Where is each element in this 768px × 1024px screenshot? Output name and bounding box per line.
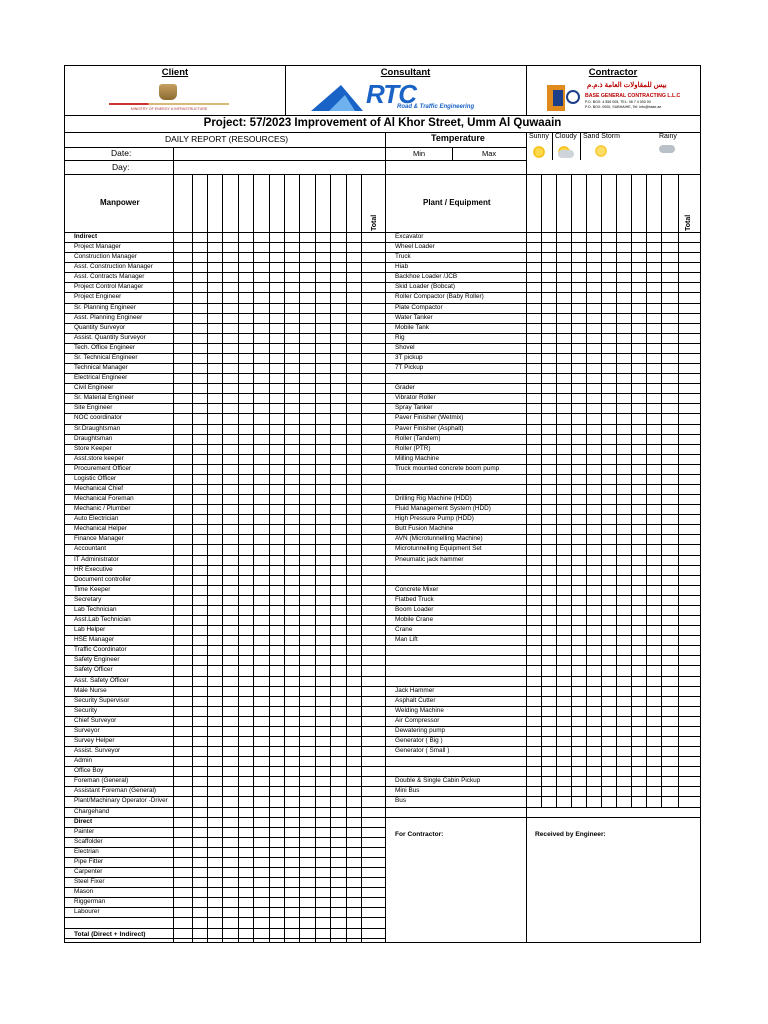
manpower-row-label: Assist. Quantity Surveyor bbox=[74, 333, 146, 341]
grid-row-line bbox=[385, 383, 700, 384]
grid-row-line bbox=[65, 726, 385, 727]
manpower-row-label: Painter bbox=[74, 827, 95, 835]
manpower-row-label: Direct bbox=[74, 817, 93, 825]
grid-row-line bbox=[385, 333, 700, 334]
plant-row-label: Plate Compactor bbox=[395, 303, 443, 311]
grid-row-line bbox=[385, 665, 700, 666]
manpower-row-label: Mechanical Chief bbox=[74, 485, 124, 492]
plant-row-label: AVN (Microtunnelling Machine) bbox=[395, 535, 483, 543]
weather-rainy: Rainy bbox=[659, 133, 677, 140]
plant-row-label: Welding Machine bbox=[395, 706, 444, 714]
grid-row-line bbox=[385, 484, 700, 485]
manpower-row-label: Project Control Manager bbox=[74, 283, 144, 291]
grid-row-line bbox=[385, 363, 700, 364]
grid-row-line bbox=[385, 565, 700, 566]
manpower-row-label: Mason bbox=[74, 888, 94, 896]
grid-row-line bbox=[65, 756, 385, 757]
grid-column-line bbox=[385, 174, 386, 942]
grid-row-line bbox=[385, 807, 700, 808]
project-title: Project: 57/2023 Improvement of Al Khor Street, Umm Al Quwaain bbox=[203, 117, 562, 129]
manpower-row-label: Chief Surveyor bbox=[74, 716, 117, 724]
plant-row-label: 7T Pickup bbox=[395, 364, 424, 372]
logo-stripe bbox=[109, 103, 229, 105]
manpower-row-label: Mechanical Foreman bbox=[74, 495, 134, 503]
manpower-row-label: Sr.Draughtsman bbox=[74, 424, 121, 432]
contractor-contact-1: P.O. BOX: 4 555 005, TEL: 06 7 4 000 00 bbox=[585, 100, 651, 104]
manpower-row-label: Carpenter bbox=[74, 868, 103, 876]
manpower-row-label: HSE Manager bbox=[74, 636, 115, 644]
manpower-row-label: Security Supervisor bbox=[74, 696, 130, 704]
plant-row-label: Mini Bus bbox=[395, 787, 420, 795]
manpower-row-label: Auto Electrician bbox=[74, 515, 119, 523]
manpower-header: Manpower bbox=[100, 198, 140, 207]
grid-row-line bbox=[385, 676, 700, 677]
divider bbox=[526, 132, 527, 174]
grid-row-line bbox=[65, 595, 385, 596]
plant-row-label: Shovel bbox=[395, 343, 415, 351]
plant-row-label: Vibrator Roller bbox=[395, 394, 436, 402]
plant-row-label: Concrete Mixer bbox=[395, 585, 439, 593]
globe-icon bbox=[566, 90, 580, 104]
manpower-row-label: Assistant Foreman (General) bbox=[74, 787, 157, 795]
manpower-row-label: Surveyor bbox=[74, 726, 100, 734]
plant-row-label: Asphalt Cutter bbox=[395, 696, 436, 704]
plant-row-label: Rig bbox=[395, 333, 405, 341]
plant-row-label: Drilling Rig Machine (HDD) bbox=[395, 495, 472, 503]
manpower-row-label: Assist. Surveyor bbox=[74, 747, 121, 755]
manpower-row-label: Lab Helper bbox=[74, 626, 106, 634]
grid-row-line bbox=[385, 796, 700, 797]
grid-column-line bbox=[601, 174, 602, 807]
plant-row-label: Air Compressor bbox=[395, 716, 440, 724]
manpower-row-label: Scaffolder bbox=[74, 837, 103, 845]
plant-total-header: Total bbox=[685, 214, 692, 231]
grid-column-line bbox=[541, 174, 542, 807]
rtc-logo-text: RTC bbox=[366, 79, 416, 109]
manpower-row-label: Civil Engineer bbox=[74, 384, 114, 392]
manpower-row-label: Sr. Technical Engineer bbox=[74, 353, 138, 361]
grid-row-line bbox=[385, 645, 700, 646]
plant-row-label: 3T pickup bbox=[395, 353, 423, 361]
plant-row-label: Pneumatic jack hammer bbox=[395, 555, 464, 563]
manpower-row-label: Procurement Officer bbox=[74, 464, 132, 472]
date-label: Date: bbox=[111, 148, 132, 158]
client-logo bbox=[109, 82, 229, 114]
manpower-row-label: Accountant bbox=[74, 545, 106, 553]
divider bbox=[65, 147, 526, 148]
manpower-row-label: Asst. Contracts Manager bbox=[74, 273, 145, 281]
manpower-row-label: Logistic Officer bbox=[74, 474, 117, 482]
plant-row-label: Paver Finisher (Wetmix) bbox=[395, 414, 464, 422]
manpower-row-label: Traffic Coordinator bbox=[74, 646, 127, 654]
manpower-row-label: Construction Manager bbox=[74, 253, 137, 261]
grid-row-line bbox=[65, 766, 385, 767]
grid-row-line bbox=[65, 817, 385, 818]
manpower-row-label: Draughtsman bbox=[74, 434, 113, 442]
grid-row-line bbox=[65, 867, 385, 868]
plant-row-label: Water Tanker bbox=[395, 313, 433, 321]
plant-row-label: Paver Finisher (Asphalt) bbox=[395, 424, 464, 432]
plant-row-label: Butt Fusion Machine bbox=[395, 525, 454, 533]
plant-row-label: Truck bbox=[395, 253, 411, 261]
plant-row-label: Man Lift bbox=[395, 636, 418, 644]
grid-row-line bbox=[385, 635, 700, 636]
plant-row-label: Backhoe Loader /JCB bbox=[395, 273, 458, 281]
daily-report-sheet bbox=[64, 65, 701, 943]
manpower-row-label: Office Boy bbox=[74, 767, 104, 775]
manpower-row-label: Time Keeper bbox=[74, 585, 111, 593]
divider bbox=[385, 132, 386, 174]
grid-column-line bbox=[586, 174, 587, 807]
manpower-row-label: Asst. Construction Manager bbox=[74, 263, 153, 271]
grid-row-line bbox=[65, 444, 385, 445]
plant-row-label: Milling Machine bbox=[395, 454, 440, 462]
divider bbox=[452, 147, 453, 160]
manpower-row-label: Male Nurse bbox=[74, 686, 107, 694]
grid-row-line bbox=[65, 544, 385, 545]
grid-row-line bbox=[385, 343, 700, 344]
emblem-icon bbox=[159, 84, 177, 100]
base-logo-mark-inner bbox=[553, 90, 563, 106]
manpower-row-label: Steel Fixer bbox=[74, 878, 105, 886]
min-label: Min bbox=[413, 149, 426, 158]
grid-row-line bbox=[65, 928, 385, 929]
divider bbox=[580, 132, 581, 160]
manpower-row-label: Project Manager bbox=[74, 243, 121, 251]
manpower-row-label: Document controller bbox=[74, 575, 132, 583]
weather-cloudy: Cloudy bbox=[555, 133, 577, 140]
plant-row-label: Boom Loader bbox=[395, 605, 434, 613]
plant-row-label: Microtunnelling Equipment Set bbox=[395, 545, 482, 553]
manpower-row-label: IT Administrator bbox=[74, 555, 119, 563]
grid-row-line bbox=[65, 897, 385, 898]
manpower-row-label: Store Keeper bbox=[74, 444, 112, 452]
divider bbox=[65, 115, 700, 116]
grid-row-line bbox=[65, 887, 385, 888]
grid-row-line bbox=[385, 262, 700, 263]
grid-row-line bbox=[385, 786, 700, 787]
grid-row-line bbox=[385, 252, 700, 253]
grid-column-line bbox=[646, 174, 647, 807]
plant-header: Plant / Equipment bbox=[423, 198, 491, 207]
plant-row-label: Roller (Tandem) bbox=[395, 434, 441, 442]
footer-top-line bbox=[385, 817, 700, 818]
manpower-row-label: Safety Officer bbox=[74, 666, 113, 674]
plant-row-label: Wheel Loader bbox=[395, 243, 435, 251]
plant-row-label: Excavator bbox=[395, 233, 424, 240]
plant-row-label: Roller Compactor (Baby Roller) bbox=[395, 293, 484, 301]
grid-row-line bbox=[65, 877, 385, 878]
manpower-row-label: Mechanical Helper bbox=[74, 525, 127, 533]
grand-total-label: Total (Direct + Indirect) bbox=[74, 931, 146, 938]
plant-row-label: Hiab bbox=[395, 263, 409, 271]
rain-icon[interactable] bbox=[659, 145, 675, 153]
grid-row-line bbox=[385, 655, 700, 656]
grid-row-line bbox=[65, 847, 385, 848]
grid-row-line bbox=[65, 625, 385, 626]
sandstorm-icon[interactable] bbox=[595, 145, 607, 157]
grid-row-line bbox=[385, 766, 700, 767]
received-by-engineer-label: Received by Engineer: bbox=[535, 831, 606, 838]
manpower-row-label: Technical Manager bbox=[74, 364, 128, 372]
manpower-row-label: HR Executive bbox=[74, 565, 113, 573]
plant-row-label: Roller (PTR) bbox=[395, 444, 431, 452]
consultant-logo bbox=[311, 79, 481, 114]
manpower-row-label: Secretary bbox=[74, 595, 102, 603]
grid-column-line bbox=[526, 174, 527, 807]
contractor-arabic-name: بيس للمقاولات العامة ذ.م.م bbox=[587, 82, 667, 89]
grid-column-line bbox=[556, 174, 557, 807]
grid-row-line bbox=[65, 565, 385, 566]
manpower-row-label: Project Engineer bbox=[74, 293, 122, 301]
manpower-row-label: Admin bbox=[74, 757, 93, 765]
footer-divider bbox=[526, 807, 527, 942]
grid-row-line bbox=[385, 756, 700, 757]
grid-row-line bbox=[385, 444, 700, 445]
manpower-row-label: Security bbox=[74, 706, 98, 714]
manpower-row-label: Chargehand bbox=[74, 807, 110, 815]
manpower-row-label: Asst.store keeper bbox=[74, 454, 124, 462]
manpower-row-label: Plant/Machinary Operator -Driver bbox=[74, 797, 168, 805]
grid-row-line bbox=[65, 827, 385, 828]
plant-row-label: Fluid Management System (HDD) bbox=[395, 505, 491, 513]
report-title: DAILY REPORT (RESOURCES) bbox=[165, 134, 289, 144]
consultant-label: Consultant bbox=[380, 67, 431, 78]
day-label: Day: bbox=[112, 162, 130, 172]
manpower-row-label: Survey Helper bbox=[74, 737, 115, 744]
grid-row-line bbox=[65, 837, 385, 838]
client-label: Client bbox=[161, 67, 189, 78]
manpower-row-label: Finance Manager bbox=[74, 535, 124, 543]
manpower-row-label: Mechanic / Plumber bbox=[74, 505, 131, 513]
manpower-row-label: Electrian bbox=[74, 847, 99, 855]
manpower-row-label: NOC coordinator bbox=[74, 414, 122, 422]
temperature-label: Temperature bbox=[431, 133, 485, 143]
plant-row-label: Bus bbox=[395, 797, 407, 805]
plant-row-label: Dewatering pump bbox=[395, 726, 446, 734]
plant-row-label: Generator ( Small ) bbox=[395, 747, 450, 755]
grid-row-line bbox=[65, 434, 385, 435]
grid-row-line bbox=[385, 323, 700, 324]
contractor-label: Contractor bbox=[588, 67, 638, 78]
contractor-logo bbox=[545, 81, 695, 115]
grid-row-line bbox=[65, 907, 385, 908]
manpower-row-label: Asst. Planning Engineer bbox=[74, 313, 143, 321]
max-label: Max bbox=[482, 149, 497, 158]
manpower-row-label: Quantity Surveyor bbox=[74, 323, 126, 331]
plant-row-label: Truck mounted concrete boom pump bbox=[395, 464, 500, 472]
manpower-row-label: Safety Engineer bbox=[74, 656, 120, 664]
grid-row-line bbox=[65, 665, 385, 666]
contractor-name: BASE GENERAL CONTRACTING L.L.C bbox=[585, 93, 681, 99]
sun-icon[interactable] bbox=[533, 146, 545, 158]
weather-sunny: Sunny bbox=[529, 133, 549, 140]
grid-row-line bbox=[65, 706, 385, 707]
cloud-icon bbox=[558, 150, 574, 158]
plant-row-label: Double & Single Cabin Pickup bbox=[395, 777, 481, 785]
plant-row-label: Grader bbox=[395, 384, 415, 392]
grid-row-line bbox=[385, 625, 700, 626]
for-contractor-label: For Contractor: bbox=[395, 831, 444, 838]
grid-row-line bbox=[385, 575, 700, 576]
plant-row-label: Skid Loader (Bobcat) bbox=[395, 283, 456, 291]
grid-column-line bbox=[631, 174, 632, 807]
divider bbox=[65, 174, 700, 175]
grid-column-line bbox=[661, 174, 662, 807]
manpower-row-label: Asst. Safety Officer bbox=[74, 676, 129, 684]
plant-row-label: Mobile Crane bbox=[395, 616, 434, 624]
plant-row-label: Generator ( Big ) bbox=[395, 737, 443, 744]
manpower-row-label: Electrical Engineer bbox=[74, 374, 128, 382]
divider bbox=[552, 132, 553, 160]
manpower-row-label: Foreman (General) bbox=[74, 777, 129, 785]
grid-row-line bbox=[65, 857, 385, 858]
contractor-contact-2: P.O. BOX: 0000, SUBHAIHE, Tel: info@base.ae bbox=[585, 105, 662, 109]
manpower-row-label: Pipe Fitter bbox=[74, 857, 104, 865]
client-logo-text: MINISTRY OF ENERGY & INFRASTRUCTURE bbox=[130, 107, 208, 111]
grid-row-line bbox=[385, 474, 700, 475]
grid-row-line bbox=[65, 686, 385, 687]
divider bbox=[65, 160, 526, 161]
grid-row-line bbox=[65, 807, 385, 808]
plant-row-label: Jack Hammer bbox=[395, 686, 435, 694]
manpower-row-label: Sr. Planning Engineer bbox=[74, 303, 136, 311]
grid-row-line bbox=[65, 403, 385, 404]
plant-row-label: Spray Tanker bbox=[395, 404, 433, 412]
manpower-row-label: Tech. Office Engineer bbox=[74, 343, 135, 351]
grid-row-line bbox=[385, 373, 700, 374]
grid-row-line bbox=[65, 232, 700, 233]
grid-row-line bbox=[65, 585, 385, 586]
manpower-total-header: Total bbox=[371, 214, 378, 231]
grid-column-line bbox=[616, 174, 617, 807]
plant-row-label: Crane bbox=[395, 626, 413, 634]
plant-row-label: High Pressure Pump (HDD) bbox=[395, 515, 474, 523]
plant-row-label: Flatbed Truck bbox=[395, 595, 434, 603]
weather-sandstorm: Sand Storm bbox=[583, 133, 620, 140]
manpower-row-label: Labourer bbox=[74, 908, 100, 916]
grid-column-line bbox=[571, 174, 572, 807]
divider bbox=[173, 147, 174, 174]
manpower-row-label: Sr. Material Engineer bbox=[74, 394, 134, 402]
manpower-row-label: Riggerman bbox=[74, 898, 106, 906]
manpower-row-label: Site Engineer bbox=[74, 404, 113, 412]
mountain-icon bbox=[311, 85, 363, 111]
manpower-row-label: Asst.Lab Technician bbox=[74, 616, 131, 624]
rtc-subtitle: Road & Traffic Engineering bbox=[397, 104, 475, 110]
manpower-row-label: Lab Technician bbox=[74, 605, 117, 613]
grid-row-line bbox=[65, 917, 385, 918]
grid-row-line bbox=[385, 353, 700, 354]
manpower-row-label: Indirect bbox=[74, 233, 98, 240]
plant-row-label: Mobile Tank bbox=[395, 323, 429, 331]
grid-column-line bbox=[678, 174, 679, 807]
